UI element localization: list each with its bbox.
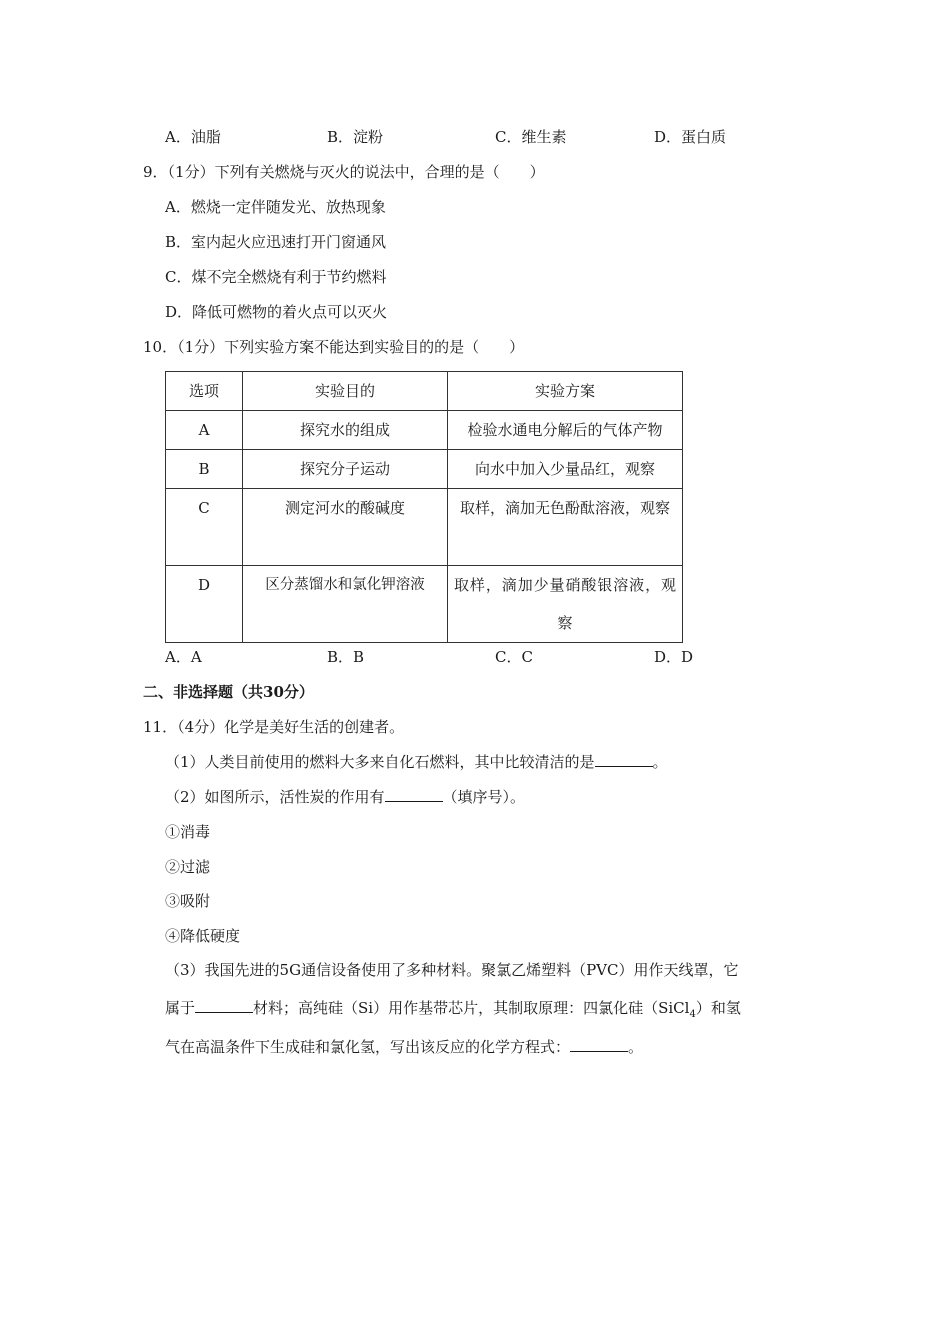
q11-choice-1: ①消毒 [165,823,211,841]
q9-option-a: A．燃烧一定伴随发光、放热现象 [165,198,386,216]
answer-blank[interactable] [595,752,653,767]
q11-part3-text: ）和氢 [695,999,741,1017]
q9-option-b: B．室内起火应迅速打开门窗通风 [165,233,387,251]
q11-part3-line2 [165,998,741,1025]
q11-choice-2: ②过滤 [165,858,211,876]
q11-part1-text: （1）人类目前使用的燃料大多来自化石燃料，其中比较清洁的是 [165,753,595,771]
answer-blank[interactable] [195,998,253,1013]
q11-part3-text: 属于 [165,999,196,1017]
table-row [166,411,683,450]
q9-stem: 9．（1分）下列有关燃烧与灭火的说法中，合理的是（ ） [143,163,545,181]
q11-part3-line1: （3）我国先进的5G通信设备使用了多种材料。聚氯乙烯塑料（PVC）用作天线罩，它 [165,961,739,979]
table-row [166,450,683,489]
q11-stem: 11．（4分）化学是美好生活的创建者。 [143,718,405,736]
table-header-cell: 选项 [166,372,243,411]
q11-choice-4: ④降低硬度 [165,927,241,945]
q11-part3-text: 材料；高纯硅（Si）用作基带芯片，其制取原理：四氯化硅（SiCl [253,999,690,1017]
q11-part3-text: 气在高温条件下生成硅和氯化氢，写出该反应的化学方程式： [165,1038,571,1056]
q8-option-a: A．油脂 [165,128,221,146]
table-cell: 取样，滴加无色酚酞溶液，观察 [448,489,683,566]
q11-part3-end: 。 [628,1038,644,1056]
table-cell: 探究水的组成 [243,411,448,450]
q10-option-a: A．A [165,648,202,666]
table-cell: 检验水通电分解后的气体产物 [448,411,683,450]
q10-option-c: C．C [495,648,533,666]
q8-option-c: C．维生素 [495,128,567,146]
q11-part2 [165,787,525,807]
q8-option-b: B．淀粉 [327,128,384,146]
table-header-cell: 实验目的 [243,372,448,411]
q11-part3-line3 [165,1037,643,1057]
q10-stem: 10．（1分）下列实验方案不能达到实验目的的是（ ） [143,338,525,356]
table-cell: 取样，滴加少量硝酸银溶液，观察 [448,566,683,643]
q8-option-d: D．蛋白质 [654,128,727,146]
table-header-cell: 实验方案 [448,372,683,411]
table-cell: 向水中加入少量品红，观察 [448,450,683,489]
experiment-table [165,371,683,643]
table-cell: 测定河水的酸碱度 [243,489,448,566]
q11-part2-text: （2）如图所示，活性炭的作用有 [165,788,385,806]
table-cell: 区分蒸馏水和氯化钾溶液 [243,566,448,643]
section-title: 二、非选择题（共30分） [143,683,314,701]
table-header-row [166,372,683,411]
table-cell: A [166,411,243,450]
q11-part1-end: 。 [652,753,668,771]
answer-blank[interactable] [385,787,443,802]
table-cell: B [166,450,243,489]
q11-part2-end: （填序号）。 [442,788,526,806]
q11-part1 [165,752,668,772]
table-row [166,489,683,566]
table-row [166,566,683,643]
q10-option-d: D．D [654,648,694,666]
subscript: 4 [689,1009,696,1020]
table-cell: D [166,566,243,643]
q11-choice-3: ③吸附 [165,892,211,910]
q9-option-d: D．降低可燃物的着火点可以灭火 [165,303,388,321]
q10-option-b: B．B [327,648,365,666]
answer-blank[interactable] [570,1037,628,1052]
q9-option-c: C．煤不完全燃烧有利于节约燃料 [165,268,387,286]
table-cell: 探究分子运动 [243,450,448,489]
table-cell: C [166,489,243,566]
